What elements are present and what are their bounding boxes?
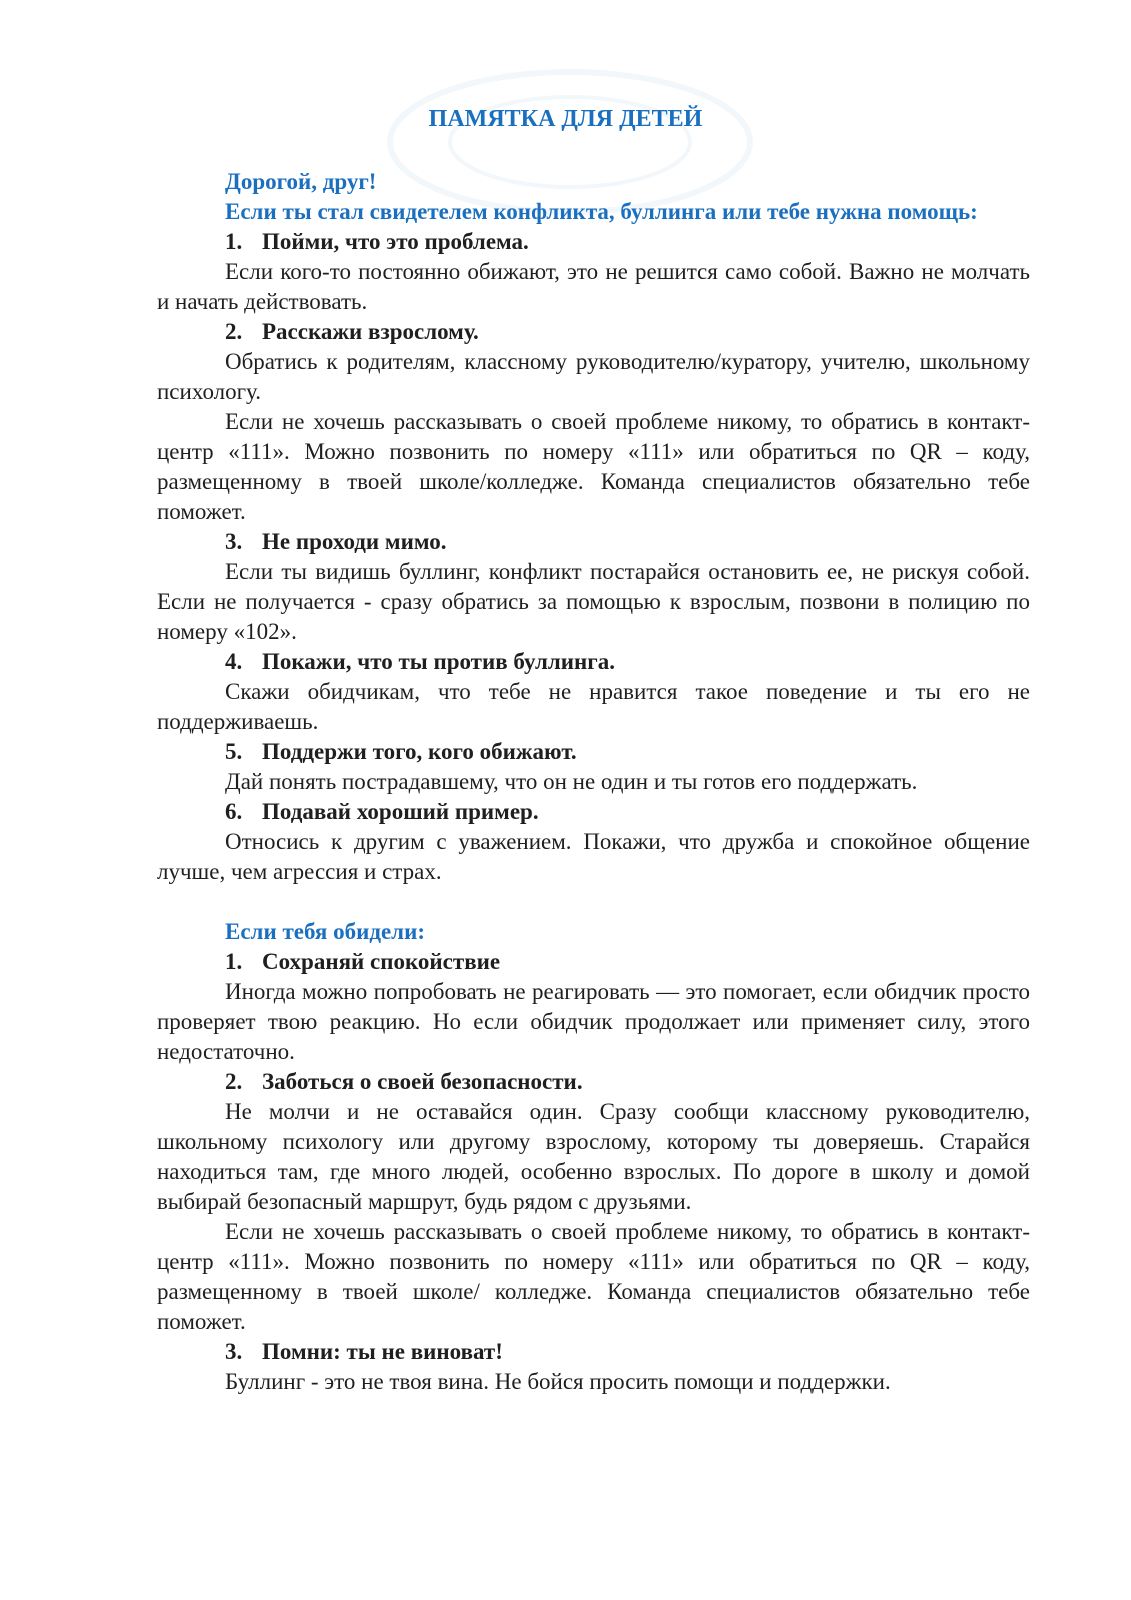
section-1-item-3-text: Если ты видишь буллинг, конфликт постарайся остановить ее, не рискуя собой. Если не получается - сразу обратись за помощью к взрослым, позвони в полицию по номеру «102». [157, 559, 1030, 644]
section-2-item-1-title: 1. Сохраняй спокойствие [225, 949, 501, 974]
section-2-item-3-title: 3. Помни: ты не виноват! [225, 1339, 503, 1364]
section-1-item-2-text-1: Обратись к родителям, классному руководителю/куратору, учителю, школьному психологу. [157, 349, 1030, 404]
section-1-item-5-title: 5. Поддержи того, кого обижают. [225, 739, 577, 764]
section-2-item-1-text: Иногда можно попробовать не реагировать — это помогает, если обидчик просто проверяет твою реакцию. Но если обидчик продолжает или применяет силу, этого недостаточно. [157, 979, 1030, 1064]
section-1-item-6-text: Относись к другим с уважением. Покажи, что дружба и спокойное общение лучше, чем агрессия и страх. [157, 829, 1030, 884]
greeting: Дорогой, друг! [225, 169, 377, 194]
section-1-item-1-text: Если кого-то постоянно обижают, это не решится само собой. Важно не молчать и начать действовать. [157, 259, 1030, 314]
section-2-item-3-text: Буллинг - это не твоя вина. Не бойся просить помощи и поддержки. [225, 1369, 891, 1394]
section-1-heading: Если ты стал свидетелем конфликта, буллинга или тебе нужна помощь: [225, 199, 978, 224]
section-1-item-5-text: Дай понять пострадавшему, что он не один и ты готов его поддержать. [225, 769, 918, 794]
section-2-item-2-title: 2. Заботься о своей безопасности. [225, 1069, 583, 1094]
section-2-item-2-text-1: Не молчи и не оставайся один. Сразу сообщи классному руководителю, школьному психологу или другому взрослому, которому ты доверяешь. Старайся находиться там, где много людей, особенно взрослых. По дороге в школу и домой выбирай безопасный маршрут, будь рядом с друзьями. [157, 1099, 1030, 1214]
section-1-item-2-title: 2. Расскажи взрослому. [225, 319, 479, 344]
section-1-item-6-title: 6. Подавай хороший пример. [225, 799, 539, 824]
section-1-item-1-title: 1. Пойми, что это проблема. [225, 229, 529, 254]
document-body [157, 167, 1030, 1397]
section-spacer [157, 887, 1030, 917]
page-title: ПАМЯТКА ДЛЯ ДЕТЕЙ [428, 106, 703, 132]
section-1-item-4-title: 4. Покажи, что ты против буллинга. [225, 649, 615, 674]
section-1-item-3-title: 3. Не проходи мимо. [225, 529, 447, 554]
section-1-item-2-text-2: Если не хочешь рассказывать о своей проблеме никому, то обратись в контакт-центр «111». Можно позвонить по номеру «111» или обратиться по QR – коду, размещенному в твоей школе/колледже. Команда специалистов обязательно тебе поможет. [157, 409, 1030, 524]
section-2-item-2-text-2: Если не хочешь рассказывать о своей проблеме никому, то обратись в контакт-центр «111». Можно позвонить по номеру «111» или обратиться по QR – коду, размещенному в твоей школе/ колледже. Команда специалистов обязательно тебе поможет. [157, 1219, 1030, 1334]
section-1-item-4-text: Скажи обидчикам, что тебе не нравится такое поведение и ты его не поддерживаешь. [157, 679, 1030, 734]
section-2-heading: Если тебя обидели: [225, 919, 425, 944]
